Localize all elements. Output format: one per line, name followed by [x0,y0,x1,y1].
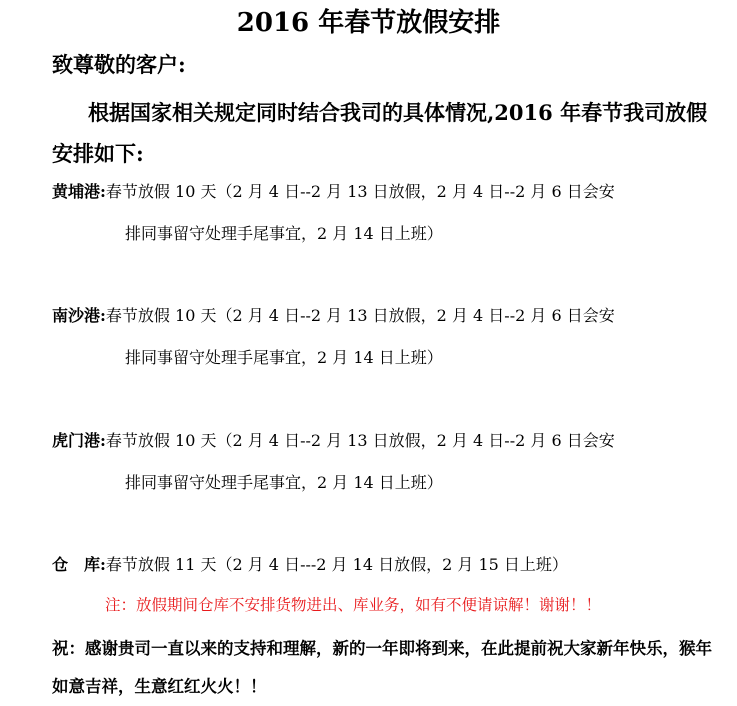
port-name: 黄埔港: [52,182,106,201]
port-nansha [52,295,712,379]
port-schedule-line2: 排同事留守处理手尾事宜，2 月 14 日上班） [125,224,443,243]
greeting: 致尊敬的客户: [52,52,186,77]
port-schedule-line1: 春节放假 10 天（2 月 4 日--2 月 13 日放假，2 月 4 日--2 月 6 日会安 [105,306,615,325]
port-name: 南沙港: [52,306,106,325]
port-name: 仓 库: [52,555,106,574]
intro-paragraph: 根据国家相关规定同时结合我司的具体情况,2016 年春节我司放假安排如下: [52,100,708,166]
port-schedule-line1: 春节放假 10 天（2 月 4 日--2 月 13 日放假，2 月 4 日--2 月 6 日会安 [105,431,615,450]
closing-greeting: 祝：感谢贵司一直以来的支持和理解，新的一年即将到来，在此提前祝大家新年快乐，猴年如意吉祥，生意红红火火！！ [52,639,712,696]
port-warehouse [52,544,712,586]
port-schedule-line1: 春节放假 11 天（2 月 4 日---2 月 14 日放假，2 月 15 日上班） [105,555,568,574]
port-huangpu [52,171,712,255]
port-schedule-line2: 排同事留守处理手尾事宜，2 月 14 日上班） [125,348,443,367]
port-schedule-line2: 排同事留守处理手尾事宜，2 月 14 日上班） [125,473,443,492]
page-title: 2016 年春节放假安排 [236,8,501,38]
port-schedule-line1: 春节放假 10 天（2 月 4 日--2 月 13 日放假，2 月 4 日--2 月 6 日会安 [105,182,615,201]
port-humen [52,420,712,504]
port-name: 虎门港: [52,431,106,450]
warehouse-notice: 注：放假期间仓库不安排货物进出、库业务，如有不便请谅解！谢谢！！ [105,596,602,614]
